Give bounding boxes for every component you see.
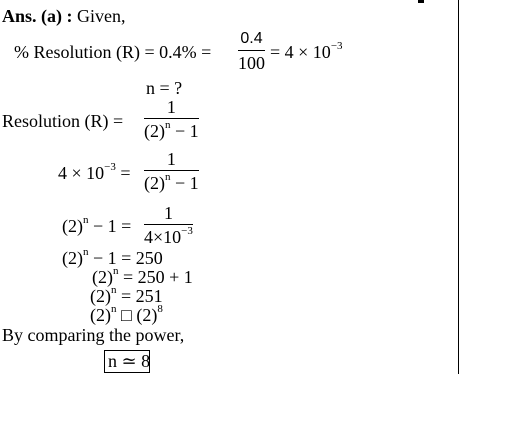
given-label: Given, (77, 6, 126, 26)
step-equals-250: $(2)^n - 1 = 250$ (62, 246, 163, 268)
fraction-denominator: $4\times 10^{-3}$ (144, 225, 193, 247)
fraction-numerator: 1 (166, 97, 176, 117)
step-equals-250-plus-1: $(2)^n = 250 + 1$ (92, 265, 193, 287)
fraction-1-over-2n-minus-1 (144, 96, 199, 143)
resolution-formula-lhs: Resolution (R) = (2, 111, 124, 131)
top-edge-mark (418, 0, 424, 3)
power-expression-lhs: $(2)^n - 1$ = (62, 214, 132, 236)
resolution-value-lhs: $4 \times 10^{-3}$ = (58, 161, 131, 183)
step-equals-251: $(2)^n = 251$ (90, 284, 163, 306)
final-answer-text: n ≃ 8 (108, 351, 151, 371)
page-border-line (458, 0, 459, 374)
resolution-value-rhs (270, 42, 343, 62)
fraction-1-over-2n-minus-1-second (144, 148, 199, 195)
answer-label: Ans. (a) : (2, 6, 73, 26)
comparison-statement: By comparing the power, (2, 325, 185, 345)
fraction-1-over-4x10-minus-3 (144, 202, 193, 249)
resolution-percent-lhs: % Resolution (R) = 0.4% = (14, 42, 212, 62)
fraction-0-4-over-100 (238, 28, 265, 75)
fraction-numerator: 0.4 (240, 30, 263, 47)
fraction-denominator: $(2)^n - 1$ (144, 171, 199, 193)
fraction-denominator: $(2)^n - 1$ (144, 119, 199, 141)
fraction-denominator: 100 (238, 53, 265, 73)
unknown-n-line: n = ? (146, 78, 183, 98)
fraction-numerator: 1 (166, 149, 176, 169)
answer-header (2, 6, 126, 26)
step-approx-2-power-8: $(2)^n$ □ $(2)^8$ (90, 303, 163, 325)
fraction-numerator: 1 (163, 203, 173, 223)
rhs-base: = 4 × 10 (270, 42, 331, 62)
rhs-exponent: −3 (330, 40, 343, 52)
